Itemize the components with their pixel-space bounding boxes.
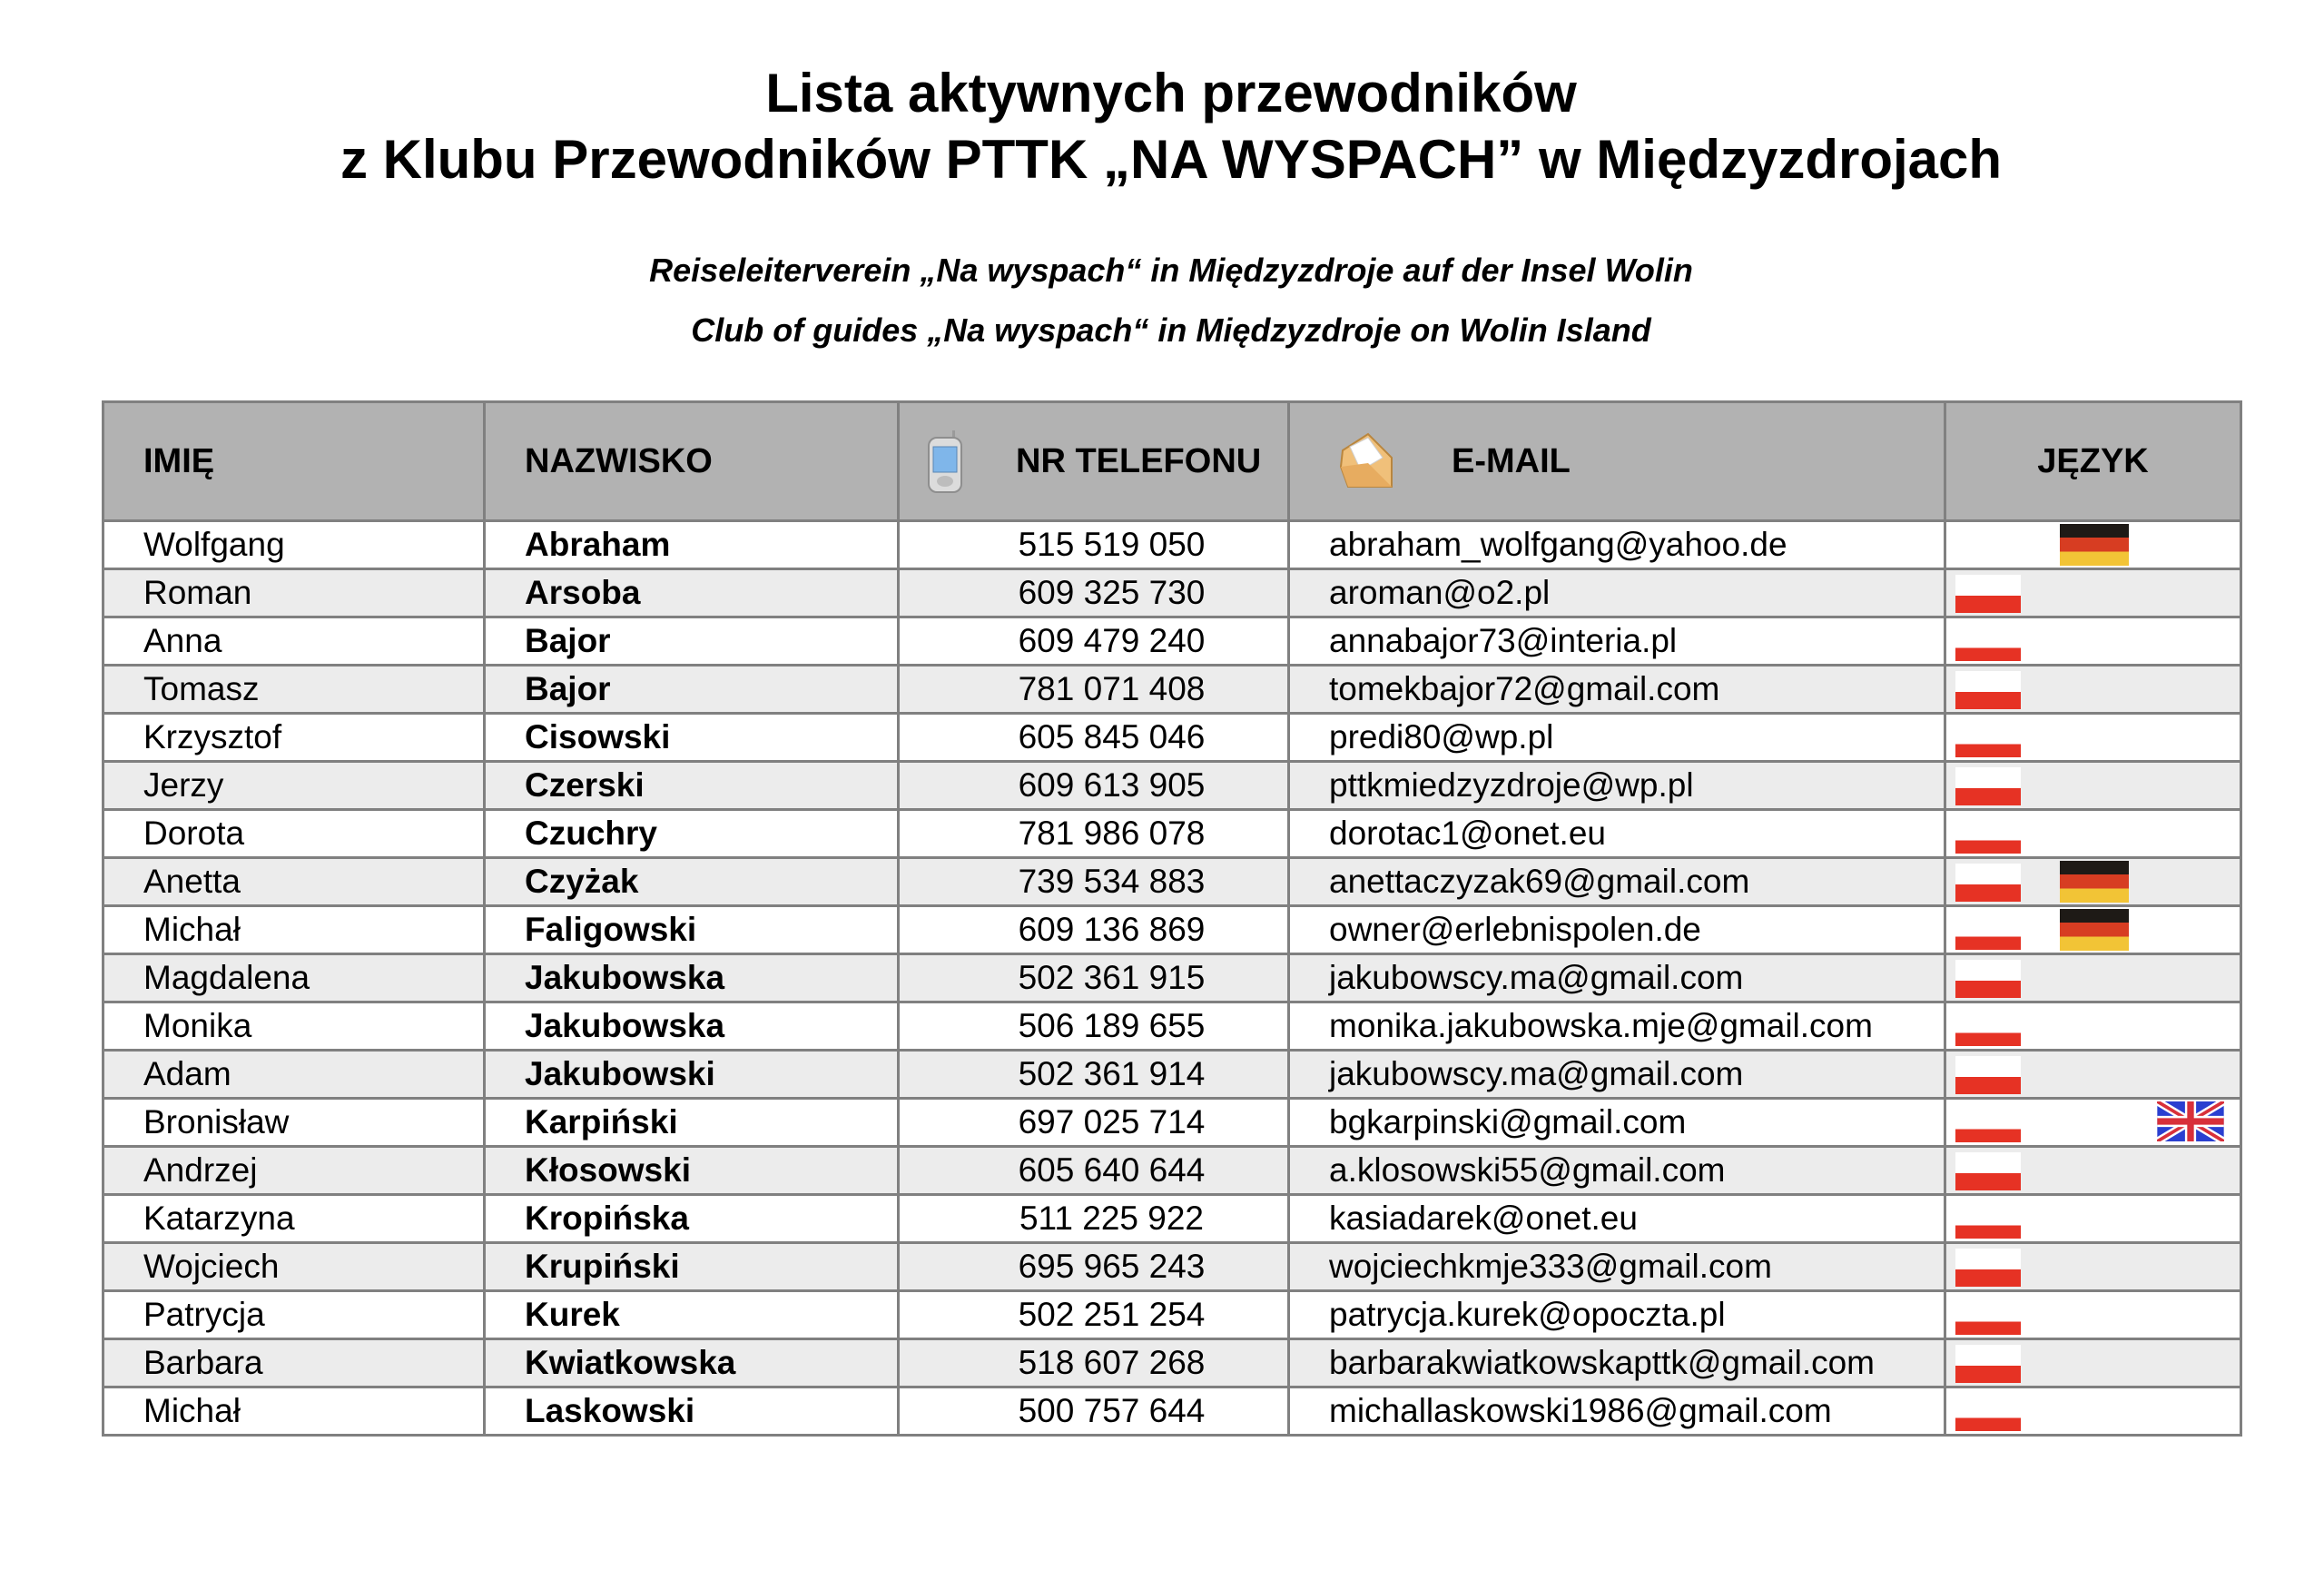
table-row: [103, 1051, 2241, 1099]
table-row: [103, 1243, 2241, 1291]
language-cell: [1945, 1339, 2241, 1387]
table-row: [103, 1147, 2241, 1195]
first-name-cell: Krzysztof: [103, 714, 485, 762]
header-phone-label: NR TELEFONU: [1016, 441, 1262, 480]
poland-flag-icon: [1955, 1056, 2021, 1094]
language-cell: [1945, 906, 2241, 954]
first-name-cell: Anetta: [103, 858, 485, 906]
phone-cell[interactable]: 502 251 254: [899, 1291, 1289, 1339]
poland-flag-icon: [1955, 719, 2021, 757]
header-phone: [899, 402, 1289, 521]
last-name-cell: Cisowski: [485, 714, 899, 762]
phone-cell[interactable]: 511 225 922: [899, 1195, 1289, 1243]
first-name-cell: Wolfgang: [103, 521, 485, 569]
first-name-cell: Michał: [103, 1387, 485, 1436]
email-cell[interactable]: anettaczyzak69@gmail.com: [1289, 858, 1945, 906]
germany-flag-icon: [2060, 909, 2129, 951]
poland-flag-icon: [1955, 1008, 2021, 1046]
poland-flag-icon: [1955, 767, 2021, 805]
poland-flag-icon: [1955, 912, 2021, 950]
language-cell: [1945, 521, 2241, 569]
first-name-cell: Magdalena: [103, 954, 485, 1002]
phone-cell[interactable]: 609 613 905: [899, 762, 1289, 810]
first-name-cell: Patrycja: [103, 1291, 485, 1339]
table-row: [103, 906, 2241, 954]
phone-cell[interactable]: 506 189 655: [899, 1002, 1289, 1051]
last-name-cell: Bajor: [485, 666, 899, 714]
phone-cell[interactable]: 609 479 240: [899, 617, 1289, 666]
email-cell[interactable]: barbarakwiatkowskapttk@gmail.com: [1289, 1339, 1945, 1387]
first-name-cell: Jerzy: [103, 762, 485, 810]
email-cell[interactable]: predi80@wp.pl: [1289, 714, 1945, 762]
email-cell[interactable]: wojciechkmje333@gmail.com: [1289, 1243, 1945, 1291]
last-name-cell: Arsoba: [485, 569, 899, 617]
last-name-cell: Kropińska: [485, 1195, 899, 1243]
language-cell: [1945, 762, 2241, 810]
last-name-cell: Jakubowski: [485, 1051, 899, 1099]
poland-flag-icon: [1955, 623, 2021, 661]
table-row: [103, 1002, 2241, 1051]
phone-cell[interactable]: 697 025 714: [899, 1099, 1289, 1147]
first-name-cell: Anna: [103, 617, 485, 666]
poland-flag-icon: [1955, 575, 2021, 613]
language-cell: [1945, 617, 2241, 666]
germany-flag-icon: [2060, 861, 2129, 903]
email-cell[interactable]: kasiadarek@onet.eu: [1289, 1195, 1945, 1243]
email-cell[interactable]: jakubowscy.ma@gmail.com: [1289, 954, 1945, 1002]
table-row: [103, 1099, 2241, 1147]
header-email: [1289, 402, 1945, 521]
language-cell: [1945, 810, 2241, 858]
language-cell: [1945, 714, 2241, 762]
envelope-icon: [1337, 430, 1395, 503]
poland-flag-icon: [1955, 815, 2021, 854]
first-name-cell: Bronisław: [103, 1099, 485, 1147]
poland-flag-icon: [1955, 1249, 2021, 1287]
last-name-cell: Kłosowski: [485, 1147, 899, 1195]
last-name-cell: Jakubowska: [485, 954, 899, 1002]
table-row: [103, 1195, 2241, 1243]
last-name-cell: Czerski: [485, 762, 899, 810]
table-row: [103, 617, 2241, 666]
last-name-cell: Krupiński: [485, 1243, 899, 1291]
guides-table: [102, 400, 2242, 1437]
page-title-line-1: Lista aktywnych przewodników: [765, 63, 1577, 123]
table-row: [103, 762, 2241, 810]
header-language: [1945, 402, 2241, 521]
email-cell[interactable]: dorotac1@onet.eu: [1289, 810, 1945, 858]
first-name-cell: Michał: [103, 906, 485, 954]
last-name-cell: Bajor: [485, 617, 899, 666]
poland-flag-icon: [1955, 864, 2021, 902]
first-name-cell: Monika: [103, 1002, 485, 1051]
last-name-cell: Laskowski: [485, 1387, 899, 1436]
phone-cell[interactable]: 609 325 730: [899, 569, 1289, 617]
table-row: [103, 1339, 2241, 1387]
email-cell[interactable]: tomekbajor72@gmail.com: [1289, 666, 1945, 714]
language-cell: [1945, 1387, 2241, 1436]
page-title-line-2: z Klubu Przewodników PTTK „NA WYSPACH” w Międzyzdrojach: [340, 129, 2003, 190]
email-cell[interactable]: michallaskowski1986@gmail.com: [1289, 1387, 1945, 1436]
email-cell[interactable]: bgkarpinski@gmail.com: [1289, 1099, 1945, 1147]
uk-flag-icon: [2157, 1101, 2224, 1141]
first-name-cell: Roman: [103, 569, 485, 617]
header-email-label: E-MAIL: [1452, 441, 1571, 480]
header-first-name-label: IMIĘ: [143, 441, 215, 480]
last-name-cell: Kwiatkowska: [485, 1339, 899, 1387]
first-name-cell: Dorota: [103, 810, 485, 858]
phone-cell[interactable]: 739 534 883: [899, 858, 1289, 906]
germany-flag-icon: [2060, 524, 2129, 566]
language-cell: [1945, 569, 2241, 617]
table-row: [103, 714, 2241, 762]
language-cell: [1945, 1099, 2241, 1147]
language-cell: [1945, 1195, 2241, 1243]
header-language-label: JĘZYK: [2037, 441, 2149, 480]
email-cell[interactable]: patrycja.kurek@opoczta.pl: [1289, 1291, 1945, 1339]
table-header-row: [103, 402, 2241, 521]
last-name-cell: Karpiński: [485, 1099, 899, 1147]
mobile-phone-icon: [925, 430, 967, 503]
phone-cell[interactable]: 605 845 046: [899, 714, 1289, 762]
poland-flag-icon: [1955, 671, 2021, 709]
phone-cell[interactable]: 502 361 914: [899, 1051, 1289, 1099]
poland-flag-icon: [1955, 1297, 2021, 1335]
table-row: [103, 569, 2241, 617]
poland-flag-icon: [1955, 1104, 2021, 1142]
language-cell: [1945, 858, 2241, 906]
table-row: [103, 954, 2241, 1002]
header-last-name: [485, 402, 899, 521]
phone-cell[interactable]: 609 136 869: [899, 906, 1289, 954]
last-name-cell: Abraham: [485, 521, 899, 569]
header-last-name-label: NAZWISKO: [525, 441, 713, 480]
poland-flag-icon: [1955, 960, 2021, 998]
first-name-cell: Barbara: [103, 1339, 485, 1387]
poland-flag-icon: [1955, 1345, 2021, 1383]
last-name-cell: Kurek: [485, 1291, 899, 1339]
language-cell: [1945, 1051, 2241, 1099]
email-cell[interactable]: aroman@o2.pl: [1289, 569, 1945, 617]
language-cell: [1945, 666, 2241, 714]
phone-cell[interactable]: 518 607 268: [899, 1339, 1289, 1387]
subtitle-english: Club of guides „Na wyspach“ in Międzyzdroje on Wolin Island: [691, 311, 1651, 349]
phone-cell[interactable]: 605 640 644: [899, 1147, 1289, 1195]
language-cell: [1945, 1291, 2241, 1339]
table-row: [103, 810, 2241, 858]
last-name-cell: Jakubowska: [485, 1002, 899, 1051]
poland-flag-icon: [1955, 1152, 2021, 1190]
poland-flag-icon: [1955, 1200, 2021, 1239]
phone-cell[interactable]: 695 965 243: [899, 1243, 1289, 1291]
table-row: [103, 666, 2241, 714]
email-cell[interactable]: pttkmiedzyzdroje@wp.pl: [1289, 762, 1945, 810]
email-cell[interactable]: owner@erlebnispolen.de: [1289, 906, 1945, 954]
phone-cell[interactable]: 500 757 644: [899, 1387, 1289, 1436]
poland-flag-icon: [1955, 1393, 2021, 1431]
phone-cell[interactable]: 781 986 078: [899, 810, 1289, 858]
phone-cell[interactable]: 515 519 050: [899, 521, 1289, 569]
first-name-cell: Adam: [103, 1051, 485, 1099]
table-row: [103, 1387, 2241, 1436]
table-row: [103, 521, 2241, 569]
first-name-cell: Andrzej: [103, 1147, 485, 1195]
first-name-cell: Tomasz: [103, 666, 485, 714]
first-name-cell: Katarzyna: [103, 1195, 485, 1243]
subtitle-german: Reiseleiterverein „Na wyspach“ in Międzyzdroje auf der Insel Wolin: [649, 252, 1693, 289]
last-name-cell: Czuchry: [485, 810, 899, 858]
language-cell: [1945, 1002, 2241, 1051]
first-name-cell: Wojciech: [103, 1243, 485, 1291]
email-cell[interactable]: monika.jakubowska.mje@gmail.com: [1289, 1002, 1945, 1051]
table-row: [103, 858, 2241, 906]
header-first-name: [103, 402, 485, 521]
email-cell[interactable]: abraham_wolfgang@yahoo.de: [1289, 521, 1945, 569]
phone-cell[interactable]: 502 361 915: [899, 954, 1289, 1002]
language-cell: [1945, 1243, 2241, 1291]
email-cell[interactable]: a.klosowski55@gmail.com: [1289, 1147, 1945, 1195]
email-cell[interactable]: annabajor73@interia.pl: [1289, 617, 1945, 666]
last-name-cell: Czyżak: [485, 858, 899, 906]
email-cell[interactable]: jakubowscy.ma@gmail.com: [1289, 1051, 1945, 1099]
language-cell: [1945, 1147, 2241, 1195]
table-row: [103, 1291, 2241, 1339]
phone-cell[interactable]: 781 071 408: [899, 666, 1289, 714]
last-name-cell: Faligowski: [485, 906, 899, 954]
language-cell: [1945, 954, 2241, 1002]
